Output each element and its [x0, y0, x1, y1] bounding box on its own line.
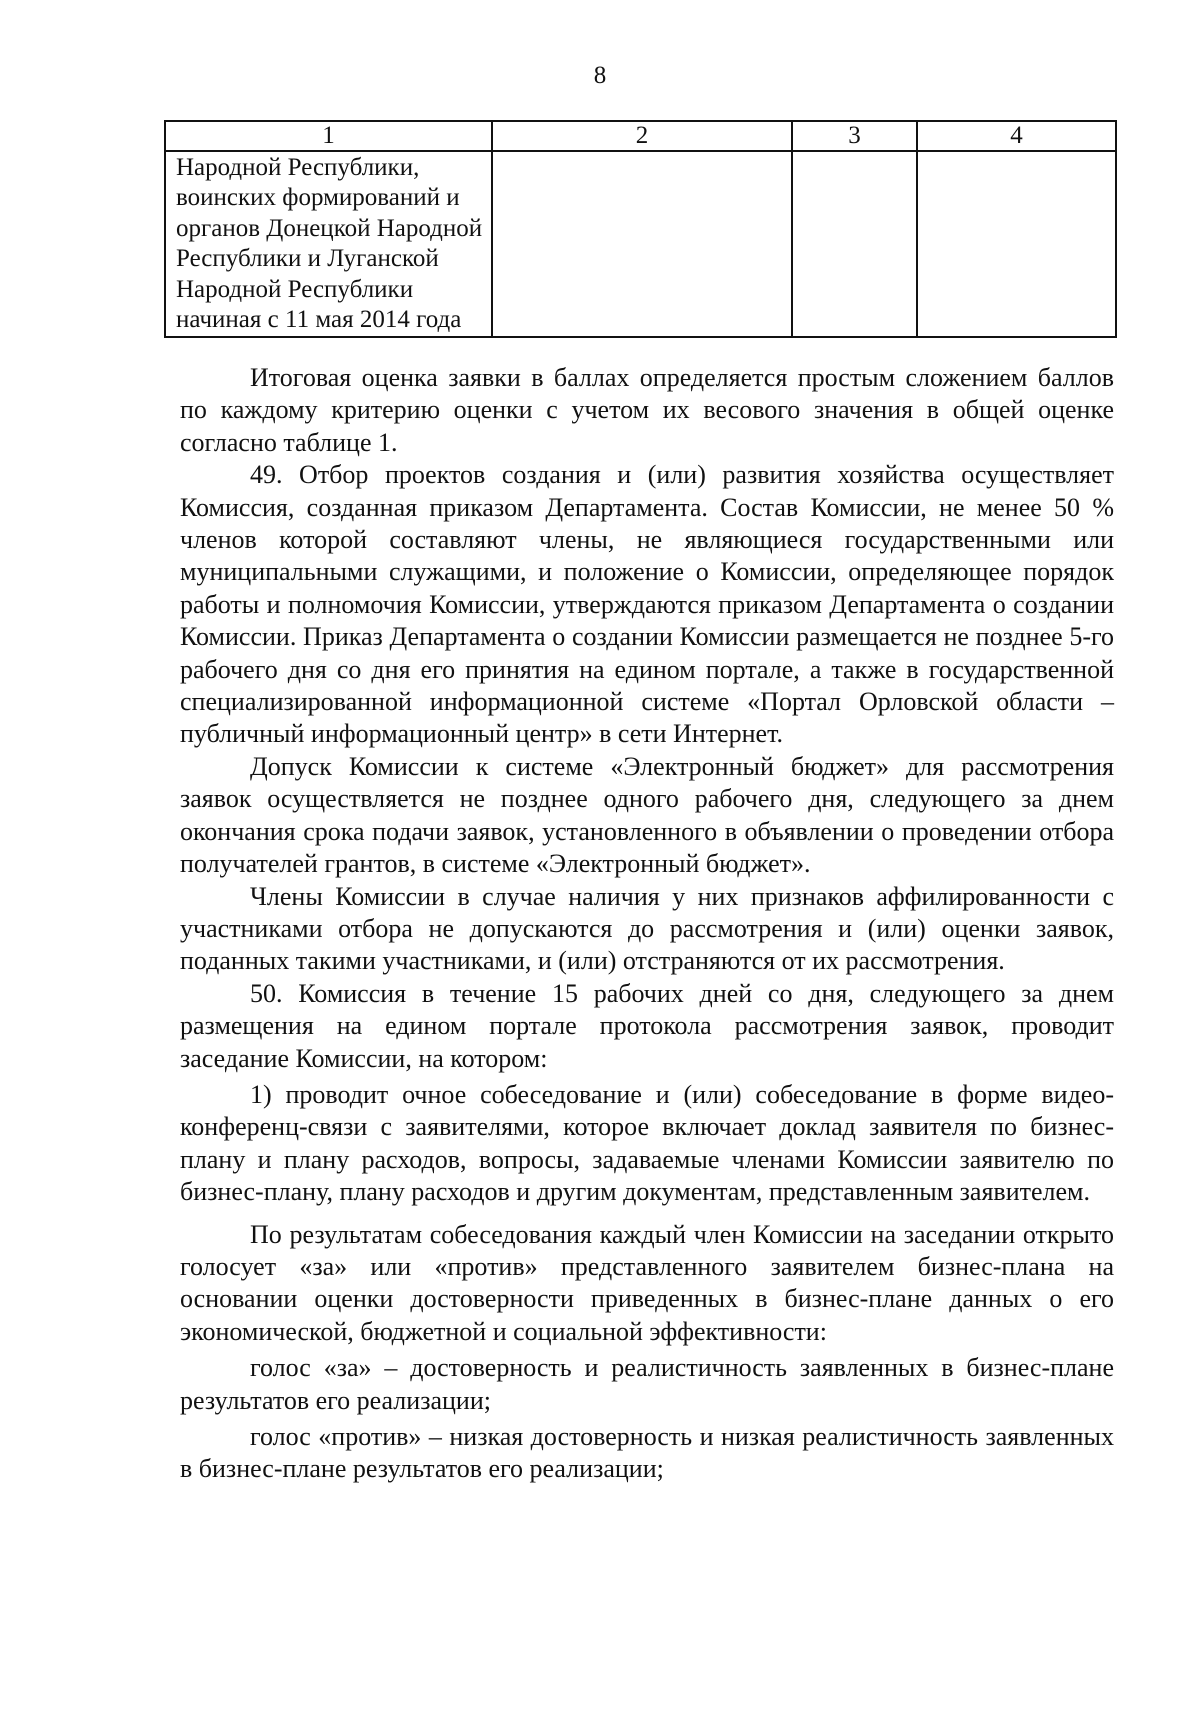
- paragraph-admission: Допуск Комиссии к системе «Электронный бюджет» для рассмотрения заявок осуществляется не позднее одного рабочего дня, следующего за днем окончания срока подачи заявок, установленного в объявлении о проведении отбора получателей грантов, в системе «Электронный бюджет».: [180, 751, 1114, 879]
- paragraph-vote-for: голос «за» – достоверность и реалистичность заявленных в бизнес-плане результатов его реализации;: [180, 1353, 1114, 1415]
- paragraph-voting: По результатам собеседования каждый член Комиссии на заседании открыто голосует «за» или «против» представленного заявителем бизнес-плана на основании оценки достоверности приведенных в бизнес-плане данных о его экономической, бюджетной и социальной эффективности:: [180, 1219, 1114, 1346]
- cell-text-line: Республики и Луганской: [176, 245, 439, 273]
- paragraph-49: 49. Отбор проектов создания и (или) развития хозяйства осуществляет Комиссия, созданная приказом Департамента. Состав Комиссии, не менее 50 % членов которой составляют члены, не являющиеся государственными или муниципальными служащими, и положение о Комиссии, определяющее порядок работы и полномочия Комиссии, утверждаются приказом Департамента о создании Комиссии. Приказ Департамента о создании Комиссии размещается не позднее 5-го рабочего дня со дня его принятия на едином портале, а также в государственной специализированной информационной системе «Портал Орловской области – публичный информационный центр» в сети Интернет.: [180, 460, 1114, 749]
- paragraph-vote-against: голос «против» – низкая достоверность и низкая реалистичность заявленных в бизнес-плане результатов его реализации;: [180, 1422, 1114, 1484]
- table-header-cell: 3: [792, 121, 917, 151]
- table-cell-criterion: [165, 151, 492, 337]
- table-header-cell: 4: [917, 121, 1116, 151]
- continued-table: [164, 120, 1117, 338]
- page-number: 8: [593, 62, 607, 89]
- cell-text-line: воинских формирований и: [176, 184, 460, 212]
- cell-text-line: Народной Республики: [176, 275, 414, 303]
- table-row: [165, 151, 1116, 337]
- document-body: [180, 362, 1114, 1486]
- paragraph-item-1: 1) проводит очное собеседование и (или) собеседование в форме видео-конференц-связи с заявителями, которое включает доклад заявителя по бизнес-плану и плану расходов, вопросы, задаваемые членами Комиссии заявителю по бизнес-плану, плану расходов и другим документам, представленным заявителем.: [180, 1079, 1114, 1207]
- table-cell-empty: [792, 151, 917, 337]
- table-cell-empty: [917, 151, 1116, 337]
- paragraph-affiliation: Члены Комиссии в случае наличия у них признаков аффилированности с участниками отбора не допускаются до рассмотрения и (или) оценки заявок, поданных такими участниками, и (или) отстраняются от их рассмотрения.: [180, 881, 1114, 976]
- paragraph-50: 50. Комиссия в течение 15 рабочих дней со дня, следующего за днем размещения на едином портале протокола рассмотрения заявок, проводит заседание Комиссии, на котором:: [180, 978, 1114, 1073]
- table-cell-empty: [492, 151, 792, 337]
- table-header-row: [165, 121, 1116, 151]
- cell-text-line: органов Донецкой Народной: [176, 214, 483, 242]
- table-header-cell: 1: [165, 121, 492, 151]
- cell-text-line: начиная с 11 мая 2014 года: [176, 306, 462, 334]
- cell-text-line: Народной Республики,: [176, 154, 420, 181]
- paragraph-total-score: Итоговая оценка заявки в баллах определяется простым сложением баллов по каждому критерию оценки с учетом их весового значения в общей оценке согласно таблице 1.: [180, 363, 1114, 457]
- table-header-cell: 2: [492, 121, 792, 151]
